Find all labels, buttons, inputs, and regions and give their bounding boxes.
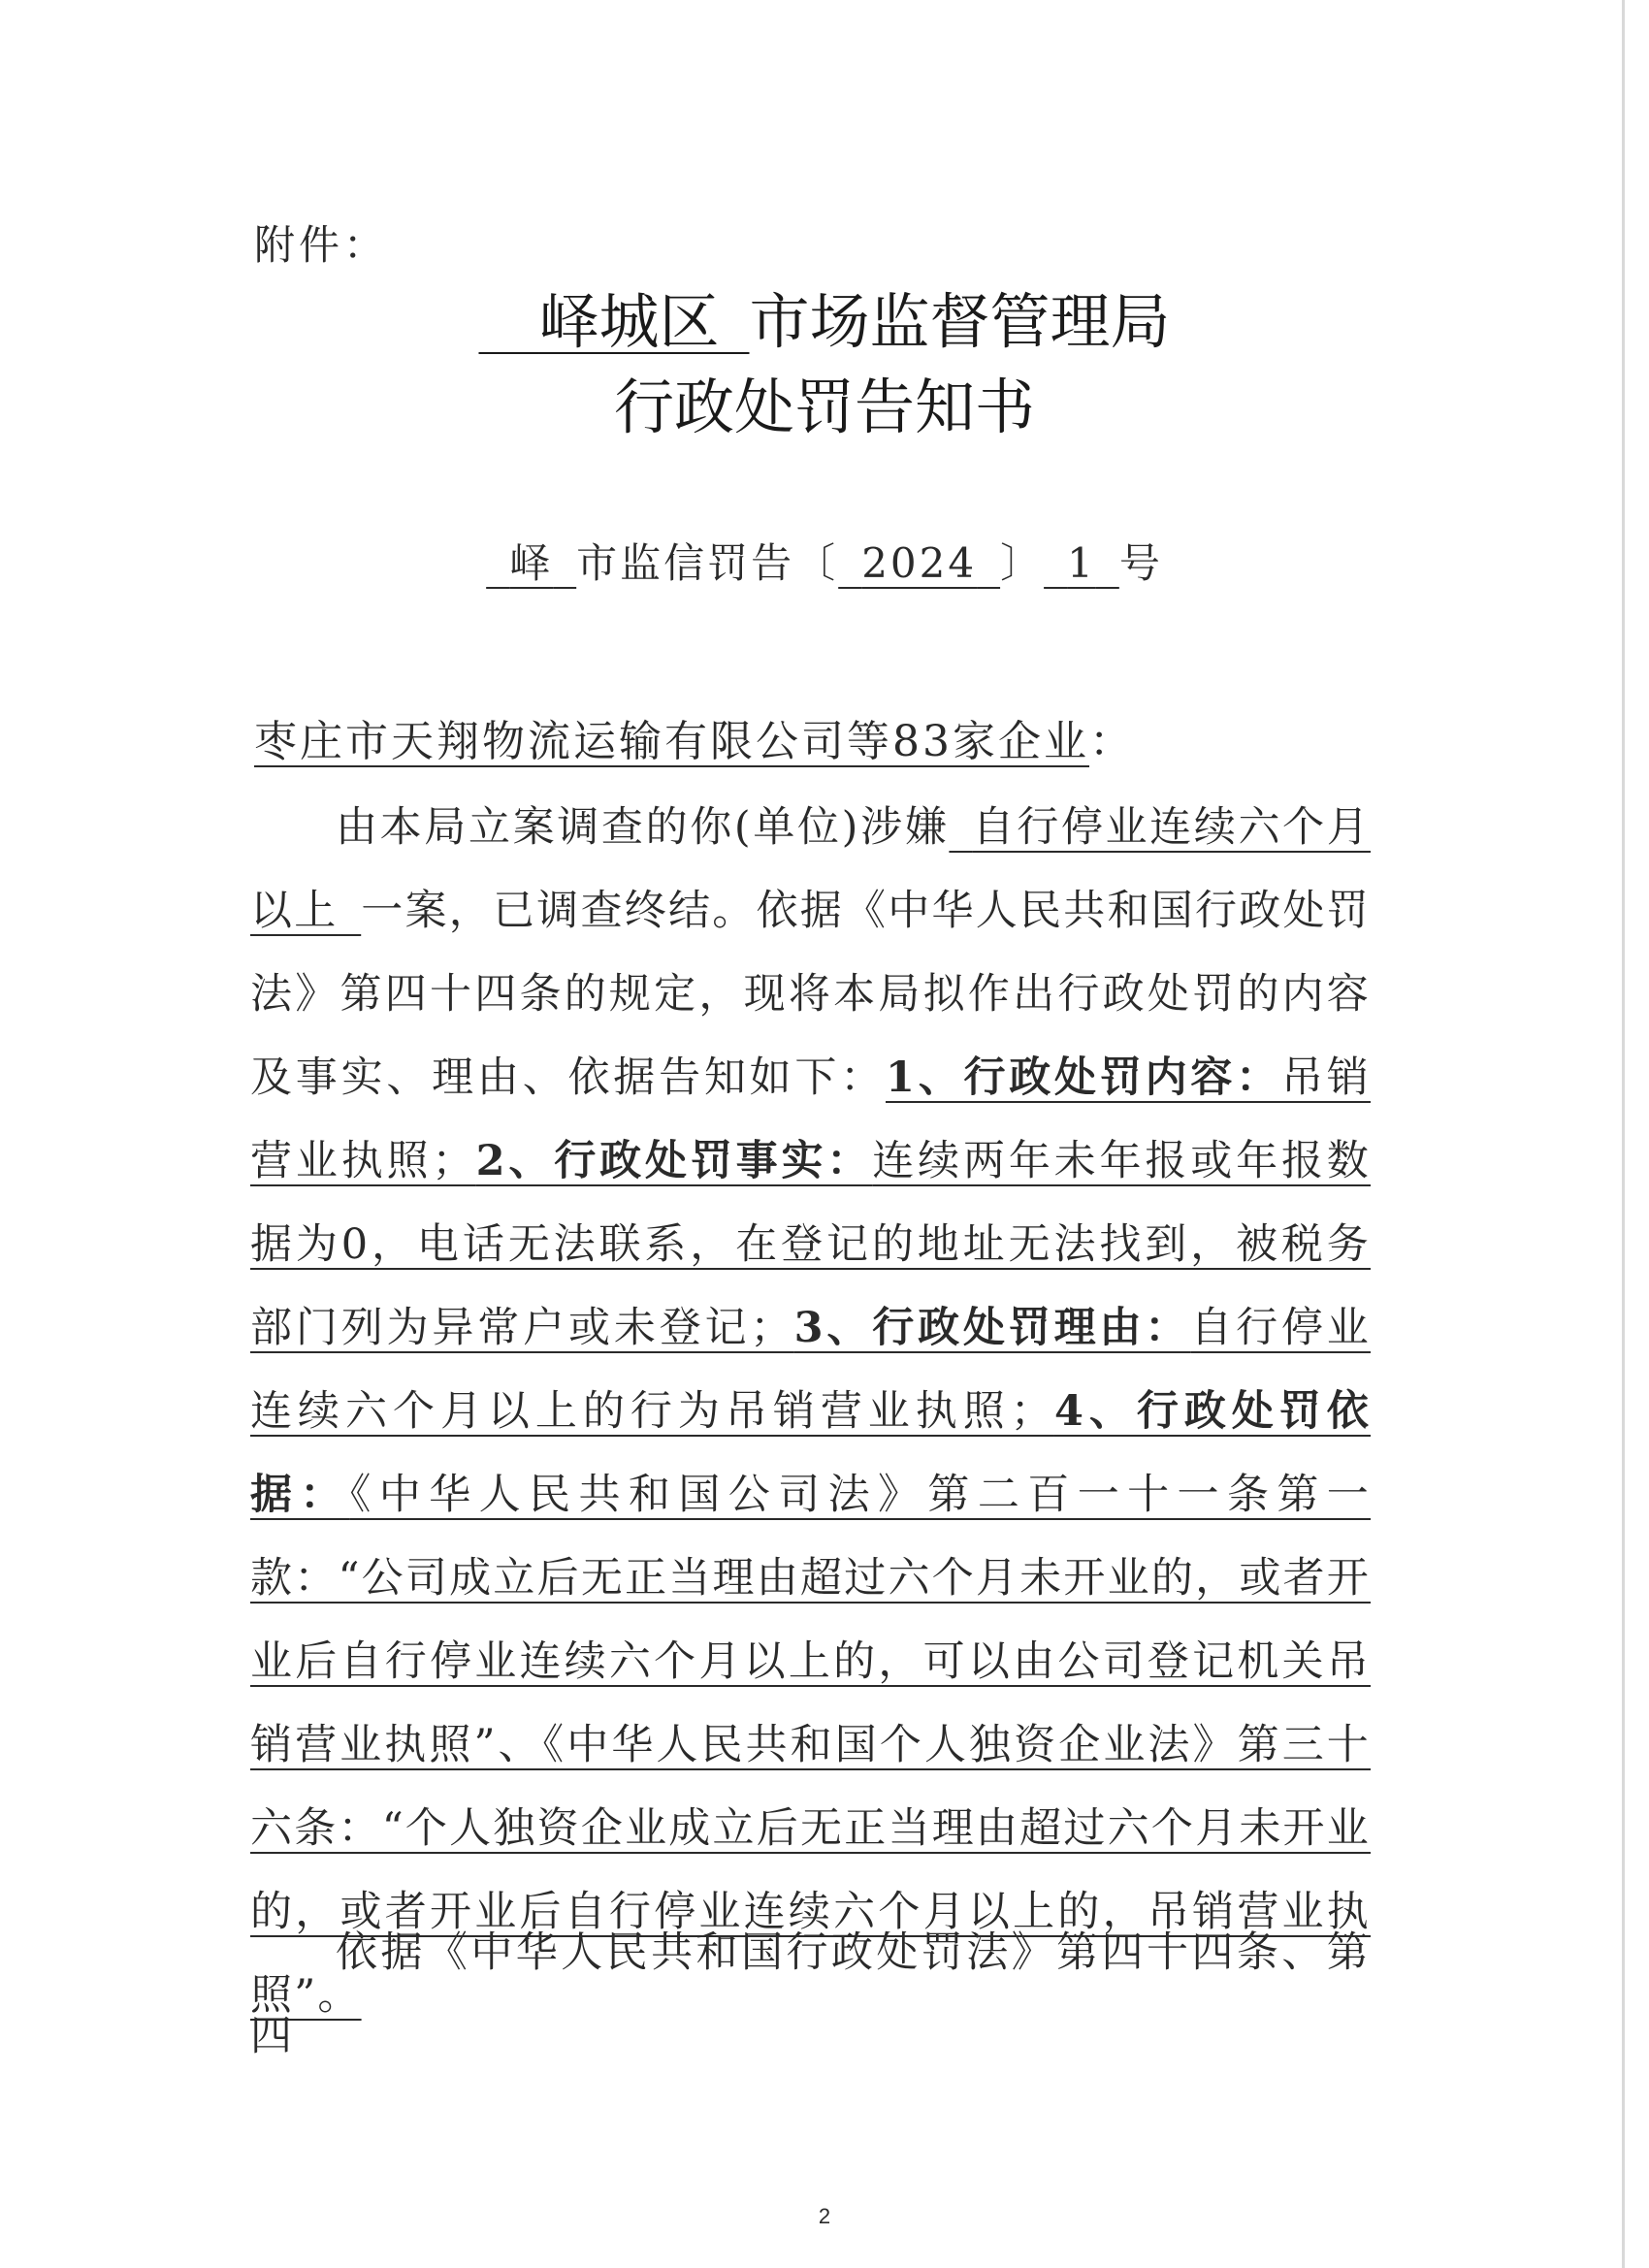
- addressee-name: 枣庄市天翔物流运输有限公司等83家企业: [254, 717, 1089, 766]
- item1-label: 1、行政处罚内容：: [886, 1053, 1281, 1102]
- p1-case: 自行停业连续六个月以上: [250, 803, 1371, 935]
- doc-number-mid: 市监信罚告〔: [576, 539, 839, 587]
- addressee-colon: ：: [1089, 717, 1135, 766]
- title-line-1: [0, 274, 1649, 360]
- doc-number: [0, 532, 1649, 590]
- penalty-items: [250, 1053, 1371, 2020]
- item1-text: 吊销营业执照；: [250, 1053, 1371, 1185]
- doc-number-suffix: 号: [1118, 539, 1163, 587]
- attachment-label: 附件：: [254, 221, 389, 269]
- doc-number-close: 〕: [1000, 539, 1045, 587]
- p1-intro: 由本局立案调查的你(单位)涉嫌: [336, 803, 950, 852]
- addressee: [254, 706, 1135, 768]
- item4-text: 《中华人民共和国公司法》第二百一十一条第一款：“公司成立后无正当理由超过六个月未开业的，或者开业后自行停业连续六个月以上的，可以由公司登记机关吊销营业执照”、《中华人民共和国个人独资企业法》第三十六条：“个人独资企业成立后无正当理由超过六个月未开业的，或者开业后自行停业连续六个月以上的，吊销营业执照”。: [250, 1471, 1372, 2020]
- page-number: 2: [818, 2204, 831, 2228]
- item3-label: 3、行政处罚理由：: [793, 1304, 1191, 1352]
- body-paragraph-1: [250, 786, 1371, 2037]
- item2-label: 2、行政处罚事实：: [475, 1137, 873, 1185]
- item3-text: 自行停业连续六个月以上的行为吊销营业执照；: [250, 1304, 1371, 1436]
- title-doc-type: 行政处罚告知书: [613, 372, 1035, 442]
- doc-number-num: 1: [1067, 539, 1096, 587]
- body-paragraph-2: 依据《中华人民共和国行政处罚法》第四十四条、第四: [250, 1928, 1371, 2060]
- doc-number-prefix: 峄: [509, 539, 554, 587]
- item4-label: 4、行政处罚依据：: [250, 1387, 1371, 1519]
- p1-after-case: 一案，已调查终结。依据《中华人民共和国行政处罚法》第四十四条的规定，现将本局拟作出行政处罚的内容及事实、理由、依据告知如下：: [250, 887, 1371, 1102]
- item2-text: 连续两年未年报或年报数据为0，电话无法联系，在登记的地址无法找到，被税务部门列为异常户或未登记；: [250, 1137, 1371, 1352]
- doc-number-year: 2024: [861, 539, 978, 587]
- title-district: 峄城区: [538, 286, 720, 357]
- title-agency: 市场监督管理局: [749, 286, 1171, 357]
